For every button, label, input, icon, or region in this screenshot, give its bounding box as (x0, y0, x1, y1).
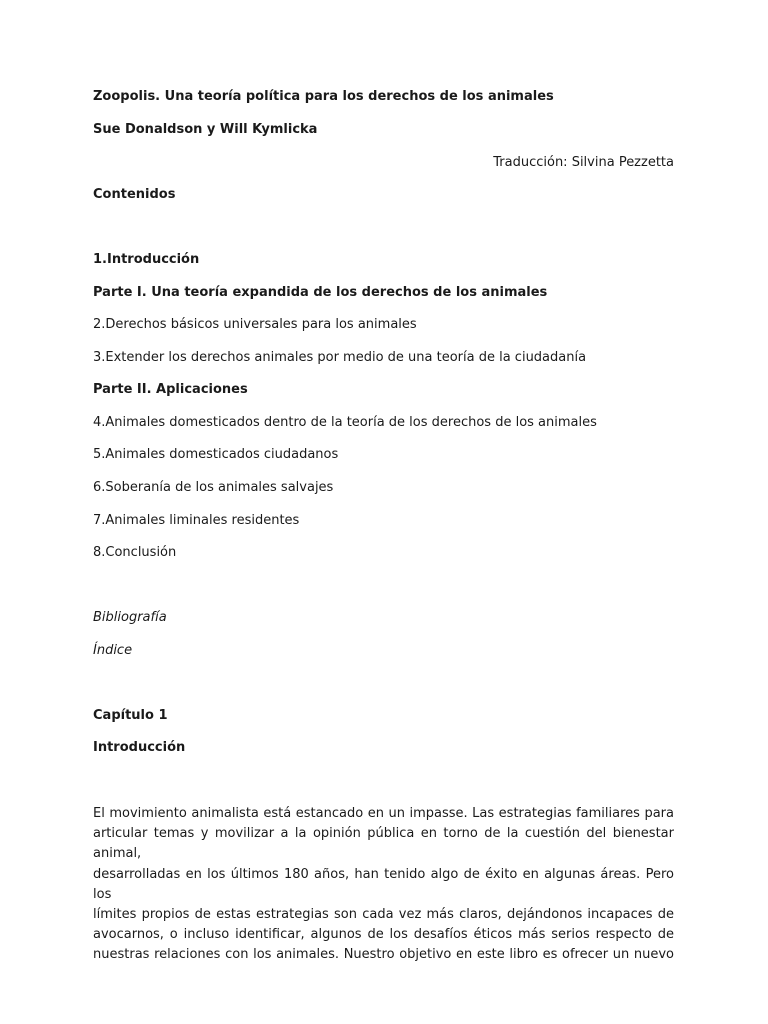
toc-item-1: 1.Introducción (93, 252, 200, 267)
document-title: Zoopolis. Una teoría política para los derechos de los animales (93, 89, 554, 104)
paragraph-line: El movimiento animalista está estancado en un impasse. Las estrategias familiares para (93, 806, 674, 821)
paragraph-line: avocarnos, o incluso identificar, algunos de los desafíos éticos más serios respecto de (93, 927, 674, 943)
paragraph-line: desarrolladas en los últimos 180 años, han tenido algo de éxito en algunas áreas. Pero los (93, 866, 674, 902)
toc-item-8: 8.Conclusión (93, 545, 177, 560)
chapter-title: Introducción (93, 740, 186, 755)
toc-item-2: 2.Derechos básicos universales para los animales (93, 317, 417, 332)
paragraph-line: articular temas y movilizar a la opinión pública en torno de la cuestión del bienestar animal, (93, 826, 674, 862)
chapter-label: Capítulo 1 (93, 708, 168, 723)
toc-item-4: 4.Animales domesticados dentro de la teoría de los derechos de los animales (93, 415, 597, 430)
translation-credit: Traducción: Silvina Pezzetta (493, 155, 674, 170)
toc-bibliography: Bibliografía (93, 610, 167, 625)
toc-index: Índice (93, 643, 133, 658)
document-authors: Sue Donaldson y Will Kymlicka (93, 122, 318, 137)
paragraph-line: nuestras relaciones con los animales. Nuestro objetivo en este libro es ofrecer un nuevo (93, 947, 674, 963)
contents-heading: Contenidos (93, 187, 176, 202)
toc-item-5: 5.Animales domesticados ciudadanos (93, 447, 339, 462)
toc-item-7: 7.Animales liminales residentes (93, 513, 300, 528)
toc-item-3: 3.Extender los derechos animales por medio de una teoría de la ciudadanía (93, 350, 587, 365)
body-paragraph (93, 804, 674, 966)
toc-part-2: Parte II. Aplicaciones (93, 382, 248, 397)
paragraph-line: límites propios de estas estrategias son cada vez más claros, dejándonos incapaces de (93, 907, 674, 923)
toc-part-1: Parte I. Una teoría expandida de los derechos de los animales (93, 285, 548, 300)
toc-item-6: 6.Soberanía de los animales salvajes (93, 480, 334, 495)
